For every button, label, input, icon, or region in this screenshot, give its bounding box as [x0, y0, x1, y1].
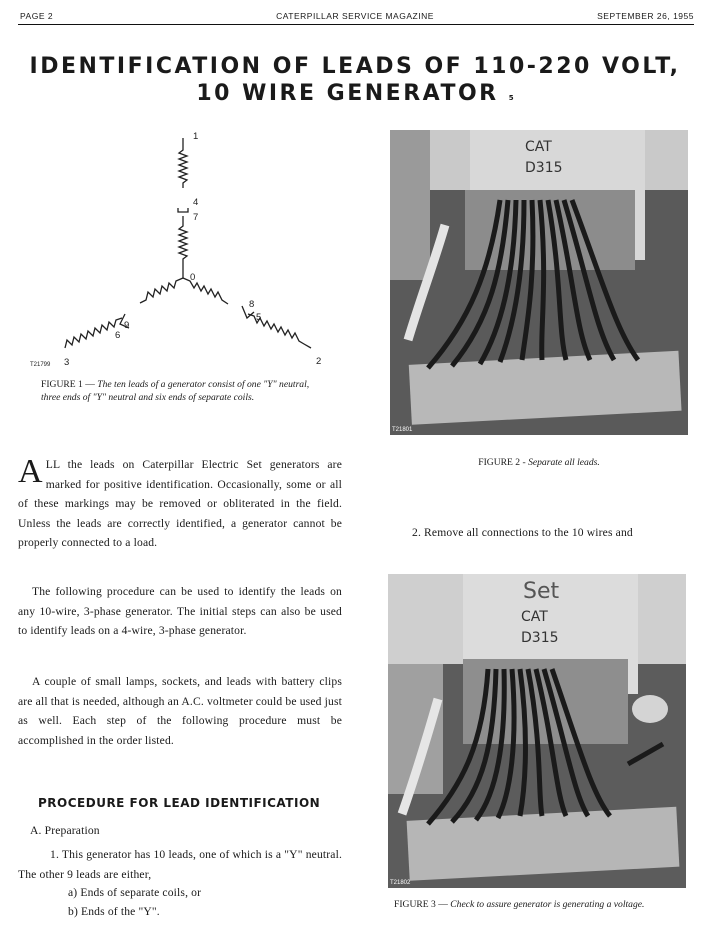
coil-upper — [179, 138, 187, 188]
section-heading: PROCEDURE FOR LEAD IDENTIFICATION — [38, 796, 321, 810]
drop-cap: A — [18, 453, 43, 490]
header-rule — [18, 24, 694, 25]
figure2-illustration — [390, 130, 688, 435]
figure2-caption — [390, 456, 688, 469]
figure3-caption-text: Check to assure generator is generating a voltage. — [450, 899, 645, 910]
figure3-caption-lead: FIGURE 3 — — [394, 899, 448, 910]
coil-upper-lower — [179, 216, 187, 278]
figure3-caption — [394, 898, 686, 911]
figure1-tag: T21799 — [30, 362, 51, 368]
lead-label-7: 7 — [193, 212, 199, 223]
item-a: a) Ends of separate coils, or — [68, 886, 202, 899]
figure1-caption — [41, 378, 322, 404]
lead-label-1: 1 — [193, 131, 199, 142]
lead-label-9: 9 — [124, 320, 130, 331]
coil-left-outer — [65, 318, 122, 348]
magazine-name: CATERPILLAR SERVICE MAGAZINE — [276, 11, 434, 21]
paragraph-2: The following procedure can be used to identify the leads on any 10-wire, 3-phase generator. The initial steps can also be used to identify leads on a 4-wire, 3-phase generator. — [18, 585, 342, 637]
step-2: 2. Remove all connections to the 10 wires and — [412, 526, 633, 539]
figure1-caption-text: The ten leads of a generator consist of one "Y" neutral, three ends of "Y" neutral and six ends of separate coils. — [41, 379, 310, 403]
lead-label-4: 4 — [193, 197, 199, 208]
intro-text: LL the leads on Caterpillar Electric Set generators are marked for positive identification. Occasionally, some or all of these markings may be removed or obliterated in the field. Unless the leads are correctly identified, a generator cannot be properly connected to a load. — [18, 458, 342, 549]
coil-left-inner — [140, 278, 183, 303]
lead-label-5: 5 — [256, 312, 262, 323]
figure3-sign-cat: CAT — [521, 609, 548, 625]
figure2-caption-text: Separate all leads. — [528, 457, 600, 468]
issue-date: SEPTEMBER 26, 1955 — [597, 11, 694, 21]
figure3-sign-set: Set — [523, 579, 560, 604]
figure2-sign-model: D315 — [525, 160, 563, 176]
figure3-photo — [388, 574, 686, 888]
subsection-a: A. Preparation — [30, 824, 100, 837]
paragraph-3: A couple of small lamps, sockets, and leads with battery clips are all that is needed, although an A.C. voltmeter could be used just as well. Each step of the following procedure must be accomplished in the order listed. — [18, 675, 342, 747]
page-number: PAGE 2 — [20, 11, 54, 21]
wye-wiring — [65, 138, 311, 348]
figure1-caption-lead: FIGURE 1 — — [41, 379, 95, 390]
article-title — [0, 53, 710, 112]
figure3-tag: T21802 — [390, 880, 411, 886]
figure2-photo — [390, 130, 688, 435]
title-mark: 5 — [508, 94, 514, 102]
item-b: b) Ends of the "Y". — [68, 905, 160, 918]
figure2-tag: T21801 — [392, 427, 413, 433]
lead-label-0: 0 — [190, 272, 196, 283]
lead-label-3: 3 — [64, 357, 70, 368]
lead-label-2: 2 — [316, 356, 322, 367]
title-line-2: 10 WIRE GENERATOR 5 — [196, 81, 514, 106]
lead-label-6: 6 — [115, 330, 121, 341]
intro-paragraph — [18, 455, 342, 553]
figure3-sign-model: D315 — [521, 630, 559, 646]
lead-label-8: 8 — [249, 299, 255, 310]
figure2-caption-lead: FIGURE 2 - — [478, 457, 526, 468]
step-1: 1. This generator has 10 leads, one of which is a "Y" neutral. The other 9 leads are either, — [18, 848, 342, 881]
break-top — [178, 208, 188, 212]
figure2-sign-cat: CAT — [525, 139, 552, 155]
figure3-illustration — [388, 574, 686, 888]
wye-diagram — [28, 128, 338, 373]
title-line-1: IDENTIFICATION OF LEADS OF 110-220 VOLT, — [29, 54, 681, 79]
